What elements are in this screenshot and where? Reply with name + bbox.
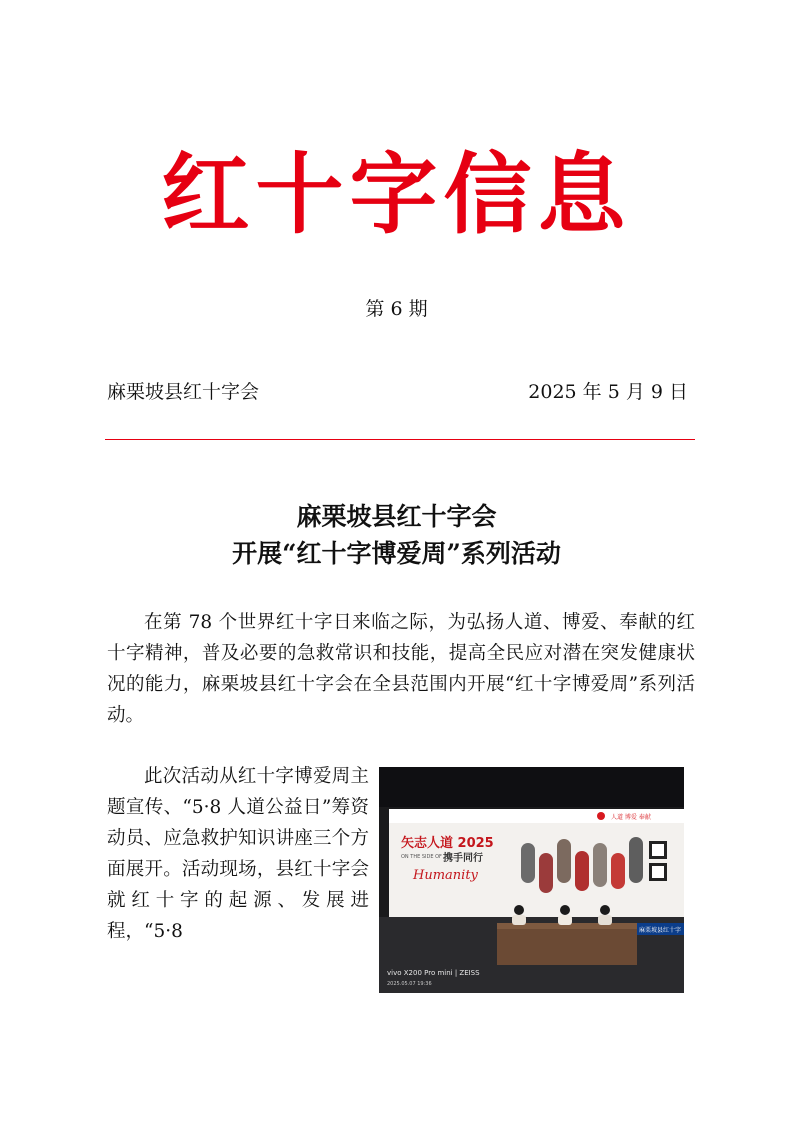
speaker-table xyxy=(497,923,637,965)
article-title-line2: 开展“红十字博爱周”系列活动 xyxy=(232,539,561,568)
event-photo xyxy=(379,767,684,993)
camera-watermark: vivo X200 Pro mini | ZEISS xyxy=(387,969,480,977)
issue-number: 第 6 期 xyxy=(365,298,428,320)
screen-en-small: ON THE SIDE OF xyxy=(401,854,442,860)
screen-english: Humanity xyxy=(413,868,478,883)
publish-date: 2025 年 5 月 9 日 xyxy=(528,381,688,403)
camera-timestamp: 2025.05.07 19:36 xyxy=(387,981,432,987)
event-photo-scene xyxy=(379,767,684,993)
article-paragraph-2: 此次活动从红十字博爱周主题宣传、“5·8 人道公益日”筹资动员、应急救护知识讲座三个方面展开。活动现场，县红十字会就红十字的起源、发展进程，“5·8 xyxy=(107,766,369,942)
organization-name: 麻栗坡县红十字会 xyxy=(107,381,260,403)
article-paragraph-1: 在第 78 个世界红十字日来临之际，为弘扬人道、博爱、奉献的红十字精神，普及必要的急救常识和技能，提高全民应对潜在突发健康状况的能力，麻栗坡县红十字会在全县范围内开展“红十字博爱周”系列活动。 xyxy=(107,612,695,726)
article-title-line1: 麻栗坡县红十字会 xyxy=(296,502,497,531)
header-divider xyxy=(105,439,695,440)
table-banner: 麻栗坡县红十字 xyxy=(639,927,682,934)
screen-subslogan: 携手同行 xyxy=(443,853,483,864)
screen-slogan: 矢志人道 2025 xyxy=(401,836,494,851)
screen-tagline: 人道 博爱 奉献 xyxy=(611,814,651,821)
masthead-title: 红十字信息 xyxy=(161,142,632,246)
